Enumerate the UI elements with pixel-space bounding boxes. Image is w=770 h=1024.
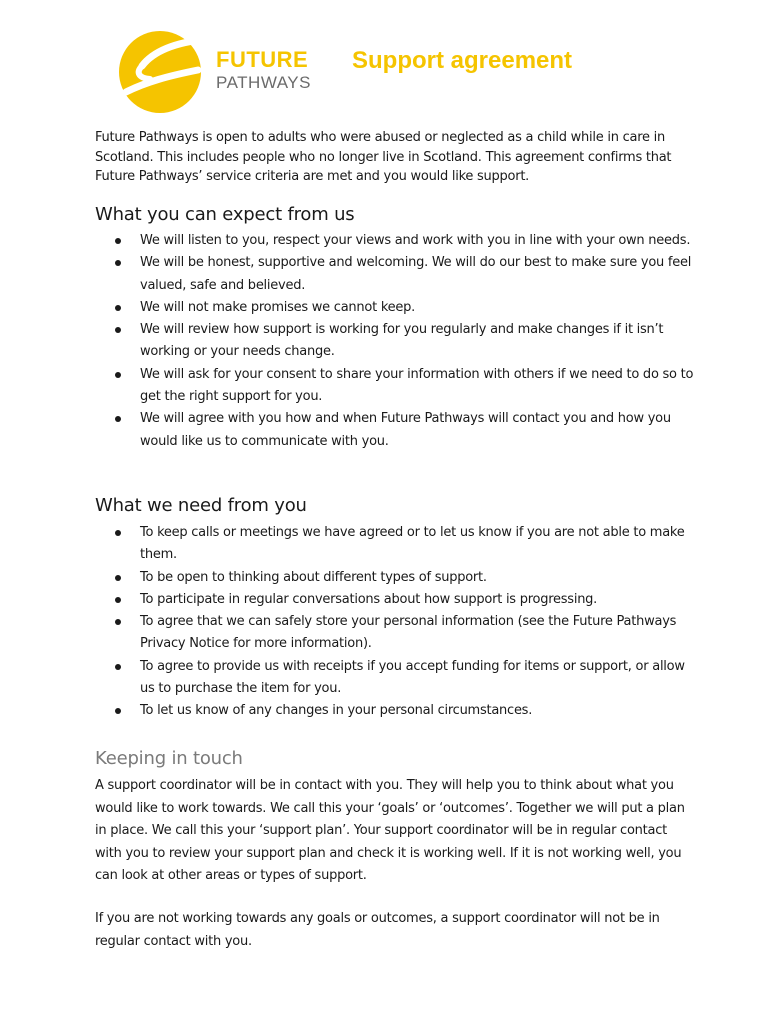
bullet-icon: [115, 416, 121, 422]
list-item: To keep calls or meetings we have agreed or to let us know if you are not able to make them.: [95, 522, 695, 567]
list-item: To participate in regular conversations about how support is progressing.: [95, 589, 695, 611]
heading-keeping-in-touch: Keeping in touch: [95, 748, 243, 769]
header: [116, 30, 716, 114]
no-goals-paragraph: If you are not working towards any goals or outcomes, a support coordinator will not be in regular contact with you.: [95, 911, 660, 949]
bullet-icon: [115, 597, 121, 603]
list-item: To agree that we can safely store your personal information (see the Future Pathways Privacy Notice for more information).: [95, 611, 695, 656]
bullet-icon: [115, 530, 121, 536]
heading-what-you-can-expect: What you can expect from us: [95, 204, 355, 225]
bullet-icon: [115, 664, 121, 670]
list-item: To agree to provide us with receipts if you accept funding for items or support, or allow us to purchase the item for you.: [95, 656, 695, 701]
bullet-icon: [115, 708, 121, 714]
bullet-icon: [115, 372, 121, 378]
bullet-icon: [115, 260, 121, 266]
list-item: We will ask for your consent to share your information with others if we need to do so to get the right support for you.: [95, 364, 695, 409]
keeping-in-touch-paragraph: A support coordinator will be in contact with you. They will help you to think about what you would like to work towards. We call this your ‘goals’ or ‘outcomes’. Together we will put a plan in place. We call this your ‘support plan’. Your support coordinator will be in regular contact with you to review your support plan and check it is working well. If it is not working well, you can look at other areas or types of support.: [95, 778, 685, 883]
logo-text-pathways: PATHWAYS: [216, 73, 311, 92]
list-item: We will listen to you, respect your views and work with you in line with your own needs.: [95, 230, 695, 252]
logo-wordmark: [216, 49, 311, 93]
heading-what-we-need: What we need from you: [95, 495, 307, 516]
bullet-icon: [115, 238, 121, 244]
expect-list: [95, 230, 695, 453]
bullet-icon: [115, 327, 121, 333]
need-list: [95, 522, 695, 723]
list-item: We will review how support is working for you regularly and make changes if it isn’t working or your needs change.: [95, 319, 695, 364]
future-pathways-logo-icon: [116, 30, 212, 114]
list-item: To let us know of any changes in your personal circumstances.: [95, 700, 695, 722]
logo-text-future: FUTURE: [216, 47, 309, 72]
bullet-icon: [115, 619, 121, 625]
page-title: Support agreement: [352, 47, 573, 74]
list-item: We will not make promises we cannot keep.: [95, 297, 695, 319]
bullet-icon: [115, 575, 121, 581]
intro-paragraph: Future Pathways is open to adults who were abused or neglected as a child while in care in Scotland. This includes people who no longer live in Scotland. This agreement confirms that Future Pathways’ service criteria are met and you would like support.: [95, 130, 672, 184]
list-item: We will agree with you how and when Future Pathways will contact you and how you would like us to communicate with you.: [95, 408, 695, 453]
list-item: To be open to thinking about different types of support.: [95, 567, 695, 589]
list-item: We will be honest, supportive and welcoming. We will do our best to make sure you feel valued, safe and believed.: [95, 252, 695, 297]
bullet-icon: [115, 305, 121, 311]
